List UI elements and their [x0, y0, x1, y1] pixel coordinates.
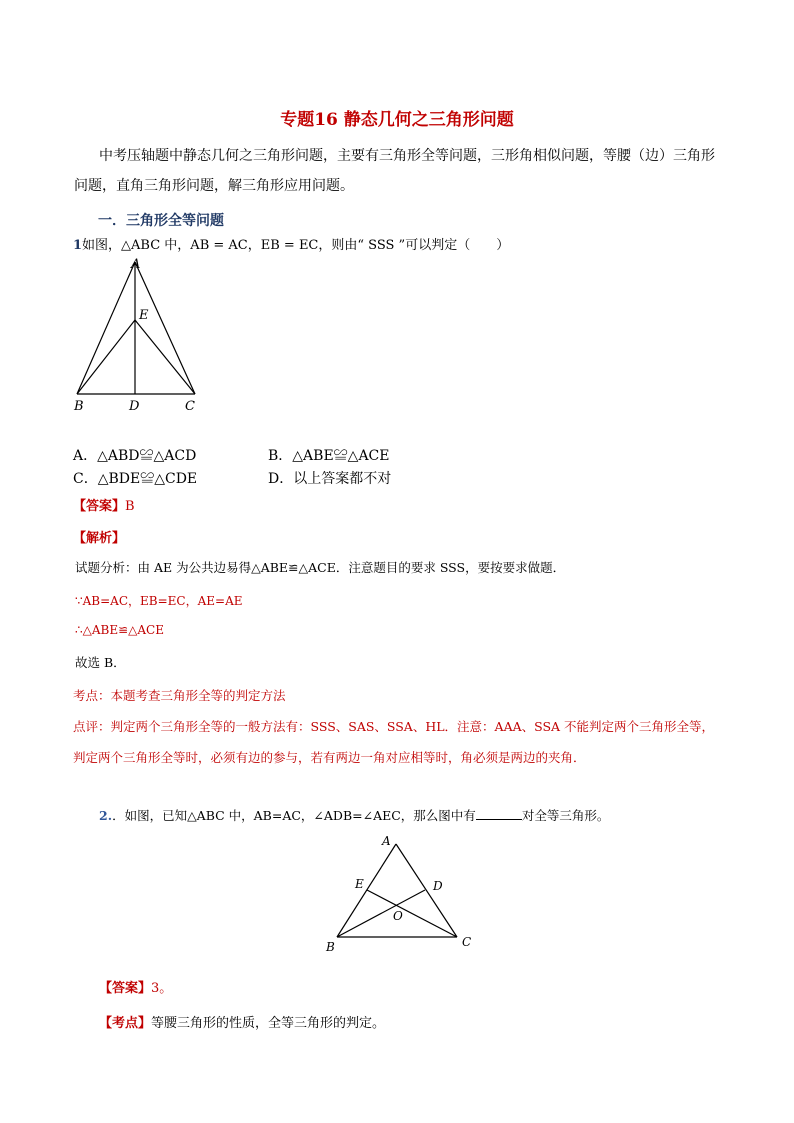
choose-line: 故选 B． [75, 655, 126, 670]
answer-value: B [125, 499, 135, 514]
section-heading: 一．三角形全等问题 [98, 213, 224, 229]
page-title: 专题16 静态几何之三角形问题 [280, 110, 514, 130]
segment-ec [135, 320, 195, 394]
question-stem-after: 对全等三角形。 [521, 808, 610, 823]
option-b: B．△ABE≌△ACE [268, 448, 390, 464]
segment-ac [396, 844, 457, 937]
intro-line-2: 问题，直角三角形问题，解三角形应用问题。 [74, 178, 354, 194]
dianping-line-2: 判定两个三角形全等时，必须有边的参与，若有两边一角对应相等时，角必须是两边的夹角． [73, 750, 586, 765]
intro-line-1: 中考压轴题中静态几何之三角形问题，主要有三角形全等问题，三形角相似问题，等腰（边）三角形 [99, 148, 715, 164]
label-a: A [131, 257, 141, 272]
label-c: C [185, 399, 195, 414]
therefore-line: ∴△ABE≌△ACE [75, 623, 164, 637]
option-c: C．△BDE≌△CDE [73, 471, 198, 487]
kaodian-value: 等腰三角形的性质，全等三角形的判定。 [151, 1016, 386, 1031]
kaodian-line: 考点：本题考查三角形全等的判定方法 [73, 688, 286, 703]
figure-triangle-abc [65, 250, 215, 420]
option-d: D．以上答案都不对 [268, 471, 392, 487]
kaodian-2 [99, 1012, 385, 1031]
option-a: A．△ABD≌△ACD [73, 448, 197, 464]
answer-tag: 【答案】 [73, 499, 126, 514]
label-c: C [462, 935, 472, 949]
answer-1 [73, 495, 135, 514]
because-line: ∵AB=AC，EB=EC，AE=AE [75, 594, 243, 608]
label-a: A [382, 834, 391, 848]
question-stem: 如图，△ABC 中，AB = AC，EB = EC，则由“ SSS ”可以判定（ ） [82, 238, 510, 253]
label-e: E [139, 308, 149, 323]
dianping-line-1: 点评：判定两个三角形全等的一般方法有：SSS、SAS、SSA、HL．注意：AAA、SSA 不能判定两个三角形全等， [73, 719, 715, 734]
segment-ac [135, 262, 195, 394]
question-2 [99, 806, 609, 824]
label-d: D [433, 879, 443, 893]
label-d: D [129, 399, 140, 414]
answer-blank [476, 807, 522, 820]
analysis-tag: 【解析】 [73, 531, 126, 546]
answer-tag: 【答案】 [99, 981, 152, 996]
segment-eb [77, 320, 135, 394]
label-b: B [326, 940, 335, 954]
analysis-line: 试题分析：由 AE 为公共边易得△ABE≌△ACE．注意题目的要求 SSS，要按要求做题． [75, 560, 566, 575]
answer-value: 3。 [151, 981, 173, 996]
segment-ab [77, 262, 135, 394]
label-o: O [393, 909, 403, 923]
question-number: 2. [99, 808, 113, 823]
segment-ab [337, 844, 396, 937]
answer-2 [99, 977, 172, 996]
kaodian-tag: 【考点】 [99, 1016, 152, 1031]
label-e: E [355, 877, 364, 891]
question-stem-before: ．如图，已知△ABC 中，AB=AC，∠ADB=∠AEC，那么图中有 [112, 808, 476, 823]
question-number: 1 [73, 238, 83, 253]
figure-triangle-abc-2 [320, 830, 480, 958]
label-b: B [74, 399, 84, 414]
